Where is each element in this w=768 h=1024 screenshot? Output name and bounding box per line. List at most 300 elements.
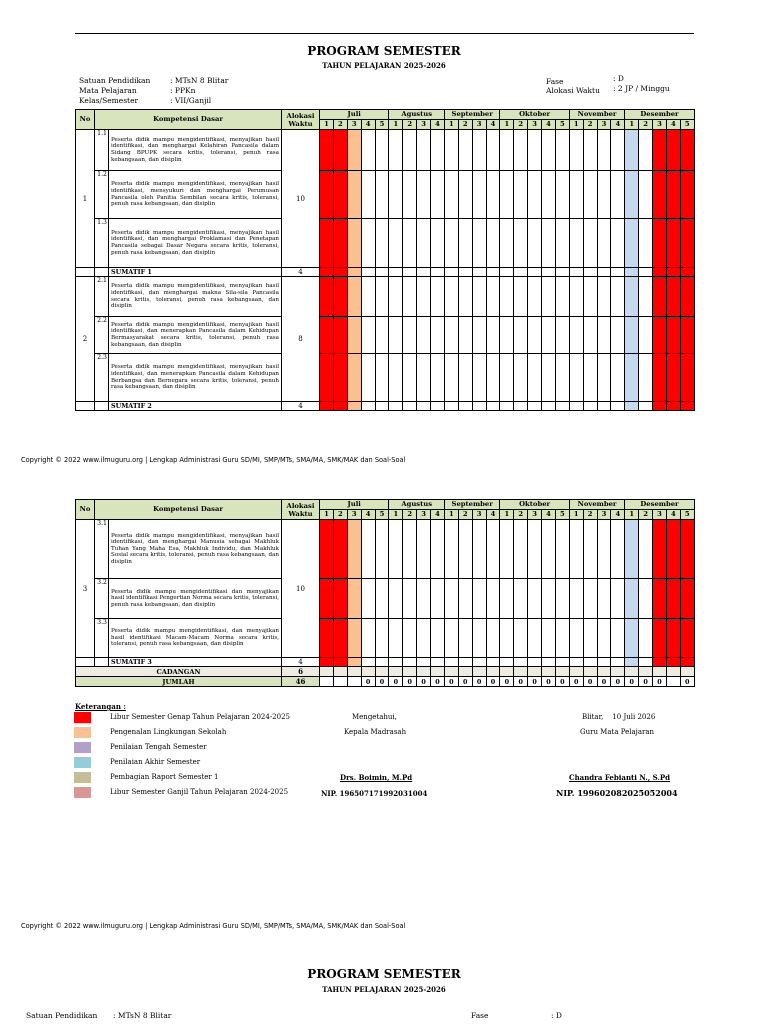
week-cell	[431, 268, 445, 277]
week-cell	[653, 277, 667, 317]
week-cell	[431, 520, 445, 579]
sumatif-alokasi: 4	[282, 268, 320, 277]
page3-satuan-value: : MTsN 8 Blitar	[113, 1011, 172, 1020]
week-header: 2	[583, 120, 597, 130]
jumlah-week-cell: 0	[639, 677, 653, 687]
week-cell	[361, 520, 375, 579]
week-cell	[403, 277, 417, 317]
week-cell	[500, 130, 514, 171]
week-cell	[653, 667, 667, 677]
week-header: 4	[486, 510, 500, 520]
week-cell	[666, 619, 680, 658]
week-cell	[486, 277, 500, 317]
week-header: 1	[500, 120, 514, 130]
legend-label: Pengenalan Lingkungan Sekolah	[110, 728, 227, 736]
week-cell	[347, 219, 361, 268]
week-cell	[653, 171, 667, 219]
fase-label: Fase	[546, 77, 564, 86]
week-cell	[472, 619, 486, 658]
jumlah-week-cell: 0	[500, 677, 514, 687]
week-header: 2	[639, 120, 653, 130]
col-no-header: No	[76, 500, 95, 520]
week-cell	[680, 402, 694, 411]
week-cell	[403, 619, 417, 658]
week-cell	[555, 658, 569, 667]
week-header: 3	[653, 510, 667, 520]
col-alokasi-header: Alokasi Waktu	[282, 110, 320, 130]
page3-fase-label: Fase	[471, 1011, 489, 1020]
sumatif-label: SUMATIF 1	[109, 268, 282, 277]
legend-swatch	[74, 772, 91, 783]
week-cell	[653, 658, 667, 667]
week-cell	[389, 520, 403, 579]
week-cell	[625, 667, 639, 677]
week-cell	[375, 667, 389, 677]
week-cell	[680, 219, 694, 268]
week-cell	[514, 579, 528, 619]
week-cell	[666, 667, 680, 677]
week-cell	[583, 268, 597, 277]
week-cell	[583, 171, 597, 219]
week-cell	[583, 402, 597, 411]
week-cell	[500, 219, 514, 268]
week-cell	[611, 171, 625, 219]
week-cell	[333, 658, 347, 667]
week-cell	[639, 130, 653, 171]
week-header: 3	[528, 510, 542, 520]
week-cell	[625, 619, 639, 658]
week-cell	[389, 402, 403, 411]
week-header: 4	[542, 120, 556, 130]
week-cell	[320, 268, 334, 277]
week-cell	[472, 579, 486, 619]
jumlah-week-cell: 0	[403, 677, 417, 687]
week-cell	[597, 219, 611, 268]
week-cell	[597, 667, 611, 677]
week-cell	[528, 268, 542, 277]
week-cell	[555, 354, 569, 402]
week-cell	[417, 354, 431, 402]
week-cell	[639, 579, 653, 619]
legend-label: Libur Semester Ganjil Tahun Pelajaran 2024-2025	[110, 788, 289, 796]
week-cell	[542, 520, 556, 579]
week-cell	[583, 579, 597, 619]
week-header: 4	[611, 120, 625, 130]
kd-number: 3.2	[95, 579, 109, 619]
col-kd-header: Kompetensi Dasar	[95, 500, 282, 520]
jumlah-week-cell: 0	[375, 677, 389, 687]
week-cell	[375, 402, 389, 411]
week-cell	[500, 402, 514, 411]
week-cell	[431, 402, 445, 411]
week-cell	[653, 268, 667, 277]
week-header: 1	[625, 510, 639, 520]
week-cell	[555, 219, 569, 268]
month-header: November	[569, 500, 625, 510]
week-cell	[639, 520, 653, 579]
week-cell	[569, 619, 583, 658]
week-cell	[625, 658, 639, 667]
kd-number: 3.1	[95, 520, 109, 579]
week-header: 1	[320, 120, 334, 130]
week-cell	[347, 277, 361, 317]
week-cell	[514, 402, 528, 411]
page-title: PROGRAM SEMESTER	[307, 44, 461, 58]
week-cell	[528, 130, 542, 171]
week-cell	[444, 171, 458, 219]
week-cell	[514, 619, 528, 658]
kd-number: 2.2	[95, 317, 109, 354]
week-cell	[417, 658, 431, 667]
week-cell	[458, 130, 472, 171]
week-header: 4	[611, 510, 625, 520]
month-header: Oktober	[500, 500, 569, 510]
week-cell	[431, 579, 445, 619]
week-cell	[431, 667, 445, 677]
week-cell	[639, 268, 653, 277]
week-cell	[486, 658, 500, 667]
week-cell	[625, 130, 639, 171]
week-header: 2	[514, 120, 528, 130]
week-cell	[583, 667, 597, 677]
week-cell	[333, 667, 347, 677]
week-cell	[333, 579, 347, 619]
week-cell	[320, 520, 334, 579]
sumatif-row	[76, 658, 695, 667]
week-cell	[597, 619, 611, 658]
week-cell	[500, 658, 514, 667]
week-cell	[458, 667, 472, 677]
week-cell	[542, 402, 556, 411]
week-cell	[639, 354, 653, 402]
legend-label: Penilaian Akhir Semester	[110, 758, 201, 766]
week-cell	[639, 277, 653, 317]
week-cell	[542, 579, 556, 619]
week-cell	[389, 317, 403, 354]
week-cell	[500, 268, 514, 277]
week-cell	[666, 277, 680, 317]
week-cell	[389, 277, 403, 317]
week-cell	[431, 219, 445, 268]
week-cell	[611, 277, 625, 317]
week-header: 2	[333, 120, 347, 130]
week-header: 1	[444, 510, 458, 520]
kd-text: Peserta didik mampu mengidentifikasi, menyajikan hasil identifikasi, dan menghargai Manusia sebagai Makhluk Tuhan Yang Maha Esa, Makhluk Individu, dan Makhluk Sosial secara kritis, toleransi, penuh rasa kebangsaan, dan disiplin	[109, 520, 282, 579]
kd-row	[76, 277, 695, 317]
week-cell	[444, 658, 458, 667]
week-cell	[597, 402, 611, 411]
jumlah-week-cell: 0	[417, 677, 431, 687]
jumlah-row	[76, 677, 695, 687]
row-number: 2	[76, 277, 95, 402]
week-cell	[597, 354, 611, 402]
week-cell	[417, 667, 431, 677]
week-cell	[555, 402, 569, 411]
week-cell	[597, 268, 611, 277]
jumlah-value: 46	[282, 677, 320, 687]
week-cell	[417, 619, 431, 658]
week-cell	[569, 268, 583, 277]
week-cell	[569, 317, 583, 354]
week-cell	[444, 130, 458, 171]
week-cell	[333, 354, 347, 402]
satuan-label: Satuan Pendidikan	[79, 76, 151, 85]
week-cell	[542, 317, 556, 354]
month-header: Desember	[625, 110, 694, 120]
week-cell	[666, 317, 680, 354]
week-cell	[417, 317, 431, 354]
kd-number: 2.1	[95, 277, 109, 317]
week-header: 4	[486, 120, 500, 130]
week-cell	[680, 667, 694, 677]
week-cell	[542, 667, 556, 677]
sumatif-row	[76, 268, 695, 277]
week-header: 1	[625, 120, 639, 130]
week-cell	[458, 171, 472, 219]
week-cell	[653, 520, 667, 579]
week-cell	[666, 579, 680, 619]
week-cell	[639, 402, 653, 411]
week-cell	[569, 667, 583, 677]
week-cell	[403, 658, 417, 667]
week-header: 5	[555, 120, 569, 130]
week-cell	[417, 579, 431, 619]
week-header: 4	[542, 510, 556, 520]
week-cell	[417, 402, 431, 411]
week-cell	[417, 219, 431, 268]
week-cell	[569, 658, 583, 667]
top-rule	[75, 33, 694, 34]
week-cell	[528, 579, 542, 619]
week-cell	[514, 130, 528, 171]
week-cell	[375, 171, 389, 219]
week-cell	[389, 658, 403, 667]
week-cell	[555, 268, 569, 277]
week-header: 3	[597, 510, 611, 520]
week-cell	[666, 171, 680, 219]
week-cell	[514, 171, 528, 219]
week-cell	[403, 667, 417, 677]
week-cell	[472, 277, 486, 317]
week-cell	[472, 130, 486, 171]
week-cell	[625, 317, 639, 354]
week-cell	[333, 317, 347, 354]
week-cell	[611, 317, 625, 354]
week-cell	[583, 520, 597, 579]
week-cell	[528, 658, 542, 667]
week-cell	[361, 402, 375, 411]
week-cell	[625, 268, 639, 277]
week-cell	[555, 579, 569, 619]
week-cell	[472, 219, 486, 268]
week-cell	[625, 354, 639, 402]
week-cell	[333, 219, 347, 268]
week-cell	[375, 130, 389, 171]
jumlah-week-cell: 0	[528, 677, 542, 687]
guru-name: Chandra Febianti N., S.Pd	[569, 773, 671, 782]
jumlah-label: JUMLAH	[76, 677, 282, 687]
week-cell	[653, 354, 667, 402]
week-cell	[514, 667, 528, 677]
cadangan-value: 6	[282, 667, 320, 677]
legend-swatch	[74, 787, 91, 798]
week-cell	[625, 171, 639, 219]
week-cell	[500, 520, 514, 579]
week-cell	[639, 619, 653, 658]
week-cell	[444, 277, 458, 317]
week-cell	[431, 277, 445, 317]
week-header: 2	[403, 510, 417, 520]
week-cell	[486, 354, 500, 402]
week-cell	[458, 268, 472, 277]
kepala-title: Kepala Madrasah	[344, 728, 407, 736]
week-cell	[625, 579, 639, 619]
week-cell	[486, 317, 500, 354]
kd-number: 1.1	[95, 130, 109, 171]
week-cell	[528, 667, 542, 677]
week-cell	[361, 667, 375, 677]
kd-text: Peserta didik mampu mengidentifikasi, dan menyajikan hasil identifikasi Macam-Macam Norma secara kritis, toleransi, penuh rasa kebangsaan, dan disiplin	[109, 619, 282, 658]
col-kd-header: Kompetensi Dasar	[95, 110, 282, 130]
week-cell	[486, 520, 500, 579]
week-cell	[361, 219, 375, 268]
week-cell	[361, 317, 375, 354]
kd-text: Peserta didik mampu mengidentifikasi, menyajikan hasil identifikasi, mensyukuri dan menghargai Perumusan Pancasila oleh Panitia Sembilan secara kritis, toleransi, penuh rasa kebangsaan, dan disiplin	[109, 171, 282, 219]
week-cell	[320, 579, 334, 619]
week-cell	[653, 317, 667, 354]
week-header: 4	[361, 510, 375, 520]
jumlah-week-cell: 0	[444, 677, 458, 687]
jumlah-week-cell: 0	[583, 677, 597, 687]
week-cell	[458, 277, 472, 317]
week-cell	[528, 619, 542, 658]
week-cell	[680, 354, 694, 402]
jumlah-week-cell: 0	[597, 677, 611, 687]
week-cell	[569, 130, 583, 171]
satuan-value: : MTsN 8 Blitar	[170, 76, 229, 85]
week-cell	[597, 130, 611, 171]
jumlah-week-cell: 0	[431, 677, 445, 687]
week-cell	[639, 317, 653, 354]
week-cell	[403, 354, 417, 402]
guru-nip: NIP. 199602082025052004	[556, 788, 678, 798]
week-cell	[486, 619, 500, 658]
month-header: Agustus	[389, 110, 445, 120]
week-cell	[680, 619, 694, 658]
week-cell	[500, 354, 514, 402]
week-cell	[486, 130, 500, 171]
week-cell	[347, 579, 361, 619]
week-cell	[611, 520, 625, 579]
kd-text: Peserta didik mampu mengidentifikasi, menyajikan hasil identifikasi, dan menghargai Kelahiran Pancasila dalam Sidang BPUPK secara kritis, toleransi, penuh rasa kebangsaan, dan disiplin	[109, 130, 282, 171]
week-cell	[375, 317, 389, 354]
sumatif-alokasi: 4	[282, 658, 320, 667]
week-cell	[361, 277, 375, 317]
week-cell	[569, 579, 583, 619]
week-header: 4	[431, 510, 445, 520]
week-cell	[514, 219, 528, 268]
week-cell	[403, 268, 417, 277]
week-cell	[347, 317, 361, 354]
week-cell	[320, 658, 334, 667]
week-header: 1	[320, 510, 334, 520]
week-cell	[444, 579, 458, 619]
kd-text: Peserta didik mampu mengidentifikasi dan menyajikan hasil identifikasi Pengertian Norma secara kritis, toleransi, penuh rasa kebangsaan, dan disiplin	[109, 579, 282, 619]
week-cell	[500, 667, 514, 677]
alokasi-label: Alokasi Waktu	[546, 86, 600, 95]
week-cell	[514, 268, 528, 277]
week-cell	[375, 277, 389, 317]
legend-label: Penilaian Tengah Semester	[110, 743, 207, 751]
week-cell	[417, 171, 431, 219]
week-cell	[444, 667, 458, 677]
week-header: 5	[555, 510, 569, 520]
week-cell	[333, 520, 347, 579]
week-cell	[597, 579, 611, 619]
week-cell	[666, 658, 680, 667]
week-cell	[320, 277, 334, 317]
jumlah-week-cell	[347, 677, 361, 687]
col-alokasi-header: Alokasi Waktu	[282, 500, 320, 520]
month-header: Juli	[320, 500, 389, 510]
legend-swatch	[74, 712, 91, 723]
week-cell	[555, 317, 569, 354]
week-cell	[569, 354, 583, 402]
week-cell	[403, 317, 417, 354]
week-header: 3	[472, 510, 486, 520]
week-header: 1	[569, 510, 583, 520]
month-header: Desember	[625, 500, 694, 510]
week-cell	[486, 219, 500, 268]
week-cell	[680, 520, 694, 579]
week-cell	[444, 619, 458, 658]
week-cell	[320, 354, 334, 402]
kd-row	[76, 579, 695, 619]
week-cell	[514, 658, 528, 667]
week-header: 2	[639, 510, 653, 520]
week-cell	[333, 130, 347, 171]
week-header: 2	[458, 510, 472, 520]
week-header: 2	[403, 120, 417, 130]
legend-swatch	[74, 727, 91, 738]
page3-satuan-label: Satuan Pendidikan	[26, 1011, 98, 1020]
week-cell	[653, 130, 667, 171]
cadangan-label: CADANGAN	[76, 667, 282, 677]
week-cell	[472, 658, 486, 667]
week-cell	[431, 171, 445, 219]
week-cell	[347, 667, 361, 677]
week-cell	[444, 354, 458, 402]
week-header: 5	[375, 120, 389, 130]
week-cell	[347, 171, 361, 219]
guru-title: Guru Mata Pelajaran	[580, 728, 655, 736]
week-cell	[542, 268, 556, 277]
week-header: 3	[472, 120, 486, 130]
week-header: 1	[444, 120, 458, 130]
month-header: Oktober	[500, 110, 569, 120]
legend-label: Libur Semester Genap Tahun Pelajaran 2024-2025	[110, 713, 290, 721]
col-no-header: No	[76, 110, 95, 130]
week-cell	[403, 219, 417, 268]
week-cell	[528, 317, 542, 354]
week-cell	[320, 402, 334, 411]
week-cell	[320, 130, 334, 171]
month-header: September	[444, 500, 500, 510]
week-cell	[333, 268, 347, 277]
week-cell	[611, 219, 625, 268]
week-cell	[486, 402, 500, 411]
week-cell	[597, 317, 611, 354]
